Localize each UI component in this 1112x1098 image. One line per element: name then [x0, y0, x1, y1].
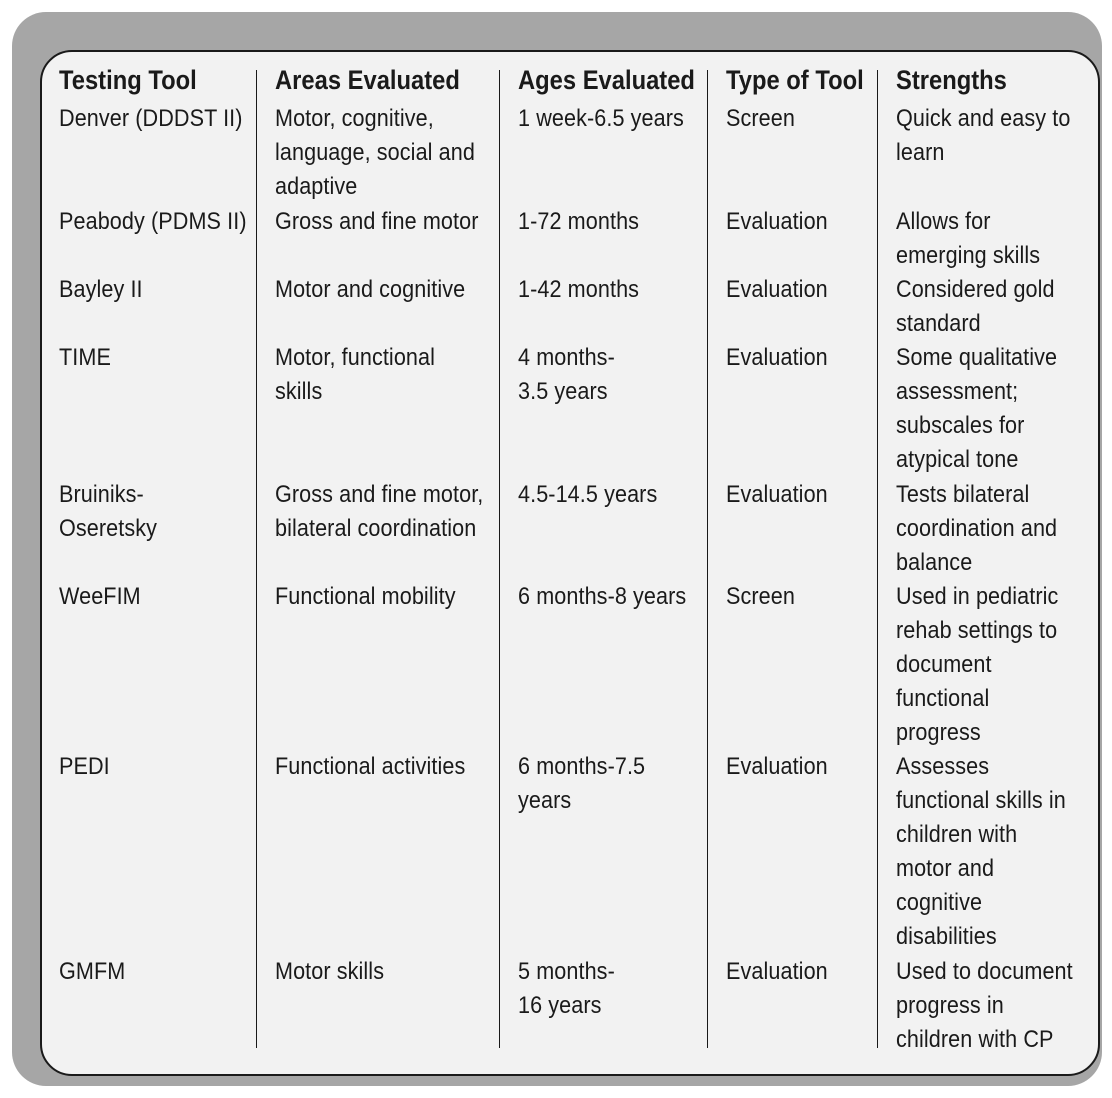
cell-ages: 5 months- 16 years	[518, 958, 615, 1019]
cell-tool: PEDI	[59, 753, 110, 780]
cell-areas: Motor, cognitive, language, social and adaptive	[275, 105, 475, 200]
cell-strengths: Tests bilateral coordination and balance	[896, 481, 1058, 576]
cell-strengths: Quick and easy to learn	[896, 105, 1071, 166]
header-type-of-tool: Type of Tool	[726, 65, 864, 95]
cell-ages: 6 months-7.5 years	[518, 753, 646, 814]
cell-areas: Gross and fine motor, bilateral coordination	[275, 481, 484, 542]
cell-strengths: Used in pediatric rehab settings to document functional progress	[896, 583, 1059, 746]
header-testing-tool: Testing Tool	[59, 65, 197, 95]
header-areas-evaluated: Areas Evaluated	[275, 65, 460, 95]
cell-type: Evaluation	[726, 276, 828, 303]
cell-strengths: Allows for emerging skills	[896, 208, 1041, 269]
column-divider	[256, 70, 257, 1048]
cell-type: Evaluation	[726, 753, 828, 780]
cell-ages: 1-72 months	[518, 208, 640, 235]
cell-strengths: Used to document progress in children with CP	[896, 958, 1073, 1053]
cell-ages: 6 months-8 years	[518, 583, 687, 610]
cell-type: Evaluation	[726, 344, 828, 371]
cell-strengths: Assesses functional skills in children with motor and cognitive disabilities	[896, 753, 1066, 950]
cell-areas: Functional mobility	[275, 583, 456, 610]
cell-tool: GMFM	[59, 958, 126, 985]
cell-tool: Denver (DDDST II)	[59, 105, 243, 132]
header-ages-evaluated: Ages Evaluated	[518, 65, 695, 95]
cell-ages: 4 months- 3.5 years	[518, 344, 615, 405]
cell-areas: Motor, functional skills	[275, 344, 436, 405]
cell-type: Screen	[726, 105, 795, 132]
cell-type: Evaluation	[726, 958, 828, 985]
cell-type: Screen	[726, 583, 795, 610]
column-divider	[707, 70, 708, 1048]
cell-ages: 1 week-6.5 years	[518, 105, 684, 132]
cell-areas: Gross and fine motor	[275, 208, 479, 235]
cell-tool: WeeFIM	[59, 583, 141, 610]
cell-ages: 4.5-14.5 years	[518, 481, 658, 508]
cell-strengths: Considered gold standard	[896, 276, 1055, 337]
header-strengths: Strengths	[896, 65, 1007, 95]
cell-type: Evaluation	[726, 208, 828, 235]
cell-tool: Peabody (PDMS II)	[59, 208, 247, 235]
cell-type: Evaluation	[726, 481, 828, 508]
cell-ages: 1-42 months	[518, 276, 640, 303]
cell-tool: TIME	[59, 344, 111, 371]
cell-areas: Motor skills	[275, 958, 385, 985]
cell-areas: Motor and cognitive	[275, 276, 466, 303]
column-divider	[877, 70, 878, 1048]
cell-strengths: Some qualitative assessment; subscales for atypical tone	[896, 344, 1058, 473]
cell-tool: Bayley II	[59, 276, 143, 303]
cell-tool: Bruiniks- Oseretsky	[59, 481, 158, 542]
cell-areas: Functional activities	[275, 753, 466, 780]
column-divider	[499, 70, 500, 1048]
